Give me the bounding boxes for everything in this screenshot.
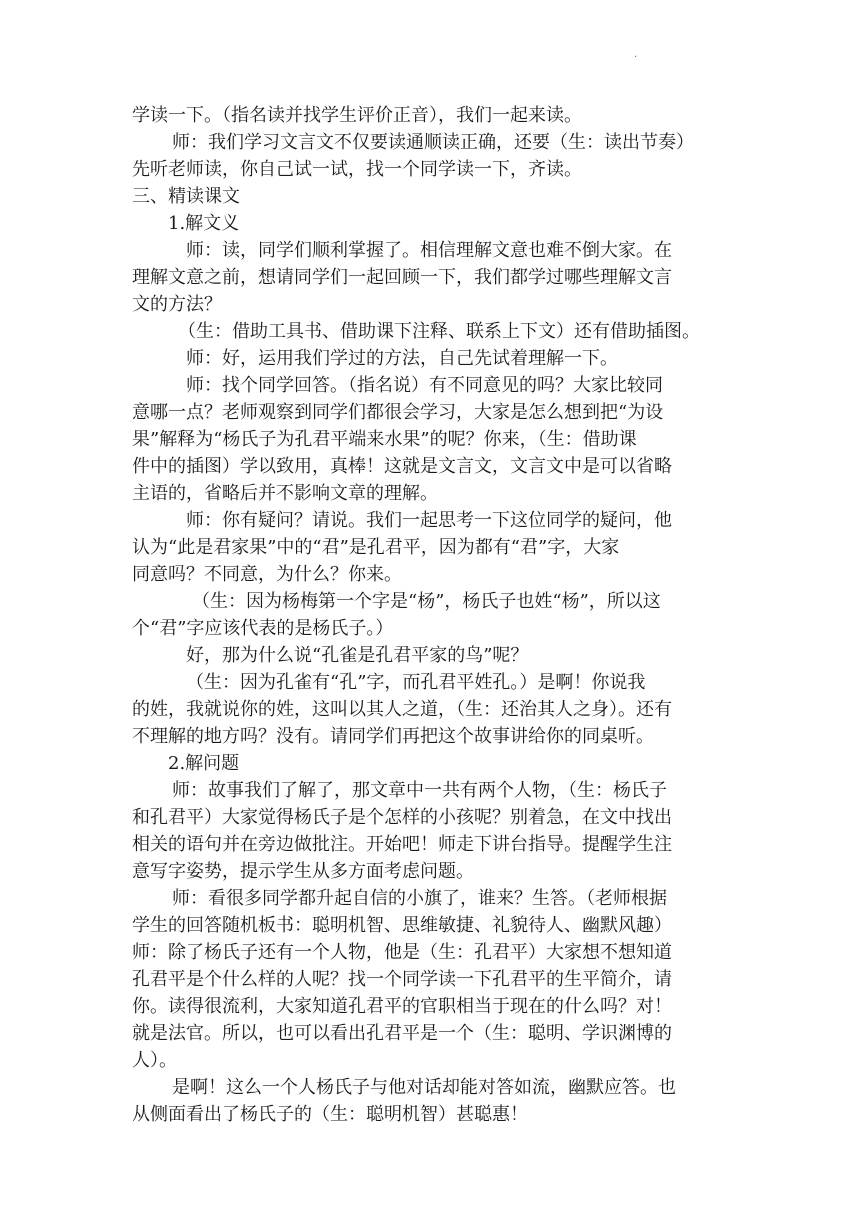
text-line: 好，那为什么说“孔雀是孔君平家的鸟”呢？ bbox=[186, 645, 529, 666]
text-line: （生：因为孔雀有“孔”字，而孔君平姓孔。）是啊！你说我 bbox=[186, 672, 646, 693]
text-line: 三、精读课文 bbox=[132, 186, 240, 207]
text-line: 件中的插图）学以致用，真棒！这就是文言文，文言文中是可以省略 bbox=[132, 456, 672, 477]
text-line: 学生的回答随机板书：聪明机智、思维敏捷、礼貌待人、幽默风趣） bbox=[132, 915, 672, 936]
text-line: 师：我们学习文言文不仅要读通顺读正确，还要（生：读出节奏） bbox=[172, 132, 694, 153]
text-line: 孔君平是个什么样的人呢？找一个同学读一下孔君平的生平简介，请 bbox=[132, 969, 672, 990]
text-line: 师：你有疑问？请说。我们一起思考一下这位同学的疑问，他 bbox=[186, 510, 672, 531]
text-line: 主语的，省略后并不影响文章的理解。 bbox=[132, 483, 438, 504]
text-line: 师：除了杨氏子还有一个人物，他是（生：孔君平）大家想不想知道 bbox=[132, 942, 672, 963]
text-line: 你。读得很流利，大家知道孔君平的官职相当于现在的什么吗？对！ bbox=[132, 996, 672, 1017]
text-line: 相关的语句并在旁边做批注。开始吧！师走下讲台指导。提醒学生注 bbox=[132, 834, 672, 855]
text-line: 认为“此是君家果”中的“君”是孔君平，因为都有“君”字，大家 bbox=[132, 537, 620, 558]
text-line: 1.解文义 bbox=[168, 213, 240, 234]
text-line: 和孔君平）大家觉得杨氏子是个怎样的小孩呢？别着急，在文中找出 bbox=[132, 807, 672, 828]
text-line: 意写字姿势，提示学生从多方面考虑问题。 bbox=[132, 861, 474, 882]
text-line: 师：读，同学们顺利掌握了。相信理解文意也难不倒大家。在 bbox=[186, 240, 672, 261]
text-line: 理解文意之前，想请同学们一起回顾一下，我们都学过哪些理解文言 bbox=[132, 267, 672, 288]
text-line: 不理解的地方吗？没有。请同学们再把这个故事讲给你的同桌听。 bbox=[132, 726, 654, 747]
text-line: 人）。 bbox=[132, 1050, 177, 1071]
text-line: 学读一下。（指名读并找学生评价正音），我们一起来读。 bbox=[132, 105, 582, 126]
text-line: 的姓，我就说你的姓，这叫以其人之道，（生：还治其人之身）。还有 bbox=[132, 699, 672, 720]
text-line: 2.解问题 bbox=[168, 753, 240, 774]
body-text bbox=[132, 102, 732, 1128]
text-line: 师：找个同学回答。（指名说）有不同意见的吗？大家比较同 bbox=[186, 375, 663, 396]
text-line: 师：故事我们了解了，那文章中一共有两个人物，（生：杨氏子 bbox=[172, 780, 667, 801]
text-line: 先听老师读，你自己试一试，找一个同学读一下，齐读。 bbox=[132, 159, 582, 180]
text-line: 同意吗？不同意，为什么？你来。 bbox=[132, 564, 402, 585]
text-line: （生：因为杨梅第一个字是“杨”，杨氏子也姓“杨”，所以这 bbox=[192, 591, 661, 612]
text-line: 就是法官。所以，也可以看出孔君平是一个（生：聪明、学识渊博的 bbox=[132, 1023, 672, 1044]
text-line: 意哪一点？老师观察到同学们都很会学习，大家是怎么想到把“为设 bbox=[132, 402, 664, 423]
text-line: 师：好，运用我们学过的方法，自己先试着理解一下。 bbox=[186, 348, 618, 369]
text-line: 师：看很多同学都升起自信的小旗了，谁来？生答。（老师根据 bbox=[172, 888, 667, 909]
text-line: 是啊！这么一个人杨氏子与他对话却能对答如流，幽默应答。也 bbox=[172, 1077, 676, 1098]
header-mark: . bbox=[634, 49, 638, 60]
text-line: （生：借助工具书、借助课下注释、联系上下文）还有借助插图。 bbox=[178, 321, 700, 342]
text-line: 文的方法？ bbox=[132, 294, 222, 315]
text-line: 果”解释为“杨氏子为孔君平端来水果”的呢？你来，（生：借助课 bbox=[132, 429, 637, 450]
text-line: 个“君”字应该代表的是杨氏子。） bbox=[132, 618, 394, 639]
text-line: 从侧面看出了杨氏子的（生：聪明机智）甚聪惠！ bbox=[132, 1104, 528, 1125]
